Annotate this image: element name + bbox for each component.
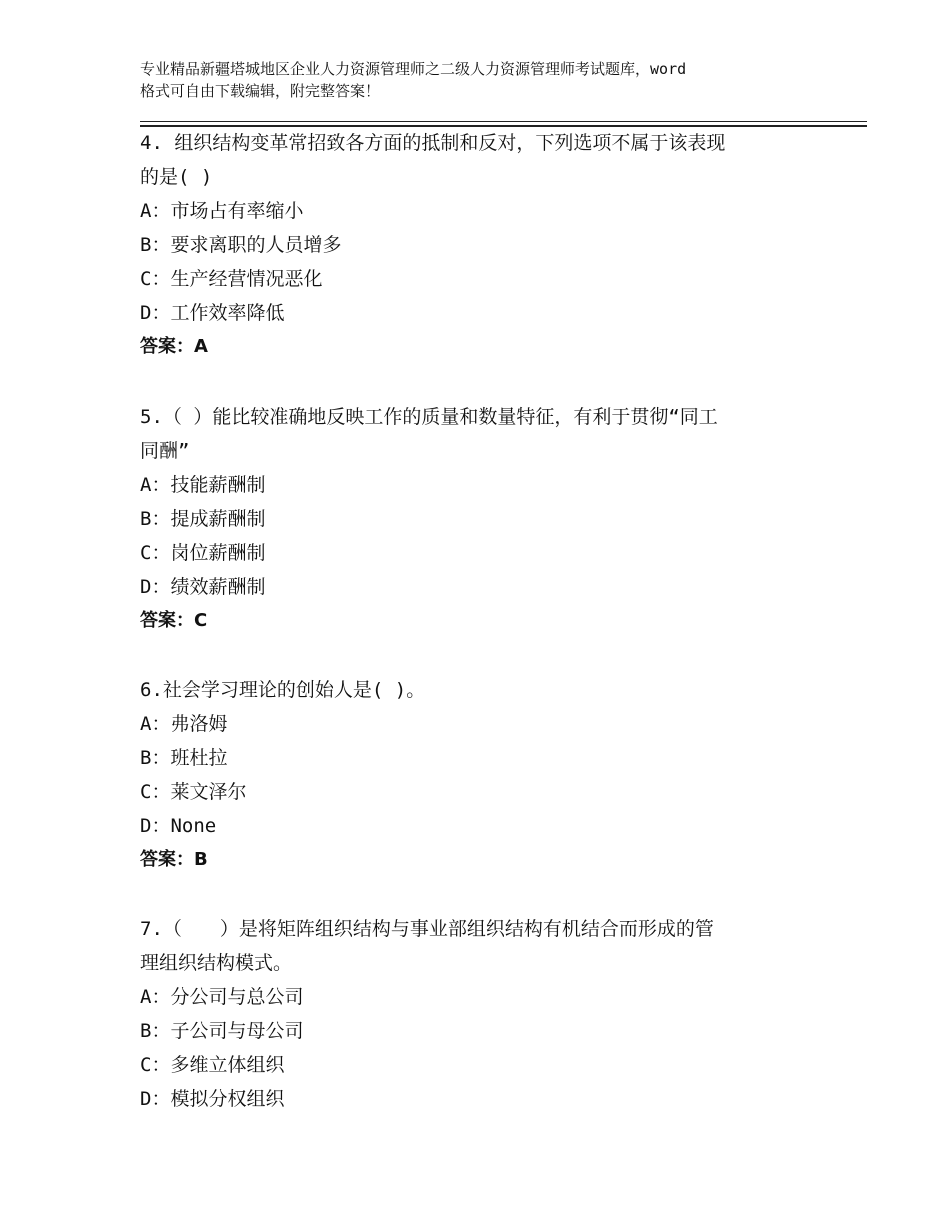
option-b: B：班杜拉 [140,747,228,769]
header-divider-thin [140,121,867,122]
option-c: C：岗位薪酬制 [140,542,266,564]
question-stem-line: 5.（ ）能比较准确地反映工作的质量和数量特征，有利于贯彻“同工 [140,406,718,428]
document-header [140,58,840,102]
option-d: D：模拟分权组织 [140,1088,285,1110]
answer-label: 答案：C [140,610,208,631]
option-a: A：市场占有率缩小 [140,200,304,222]
option-c: C：莱文泽尔 [140,781,247,803]
answer-label: 答案：A [140,336,208,357]
question-stem-line: 6.社会学习理论的创始人是( )。 [140,679,426,701]
question-stem-line: 的是( ) [140,166,213,188]
option-c: C：多维立体组织 [140,1054,285,1076]
question-stem-line: 7.（ ）是将矩阵组织结构与事业部组织结构有机结合而形成的管 [140,918,714,940]
option-a: A：技能薪酬制 [140,474,266,496]
option-b: B：子公司与母公司 [140,1020,304,1042]
question-stem-line: 4. 组织结构变革常招致各方面的抵制和反对，下列选项不属于该表现 [140,132,726,154]
question-5 [140,400,820,638]
question-7 [140,912,820,1116]
question-stem-line: 同酬” [140,440,190,462]
option-d: D：工作效率降低 [140,302,285,324]
question-stem-line: 理组织结构模式。 [140,952,293,974]
option-d: D：None [140,815,217,837]
answer-label: 答案：B [140,849,208,870]
option-b: B：提成薪酬制 [140,508,266,530]
option-a: A：分公司与总公司 [140,986,304,1008]
option-a: A：弗洛姆 [140,713,228,735]
question-6 [140,673,820,877]
option-c: C：生产经营情况恶化 [140,268,323,290]
question-4 [140,126,820,364]
header-line-1: 专业精品新疆塔城地区企业人力资源管理师之二级人力资源管理师考试题库，word [140,60,687,78]
option-d: D：绩效薪酬制 [140,576,266,598]
option-b: B：要求离职的人员增多 [140,234,342,256]
header-line-2: 格式可自由下载编辑，附完整答案！ [140,82,381,100]
